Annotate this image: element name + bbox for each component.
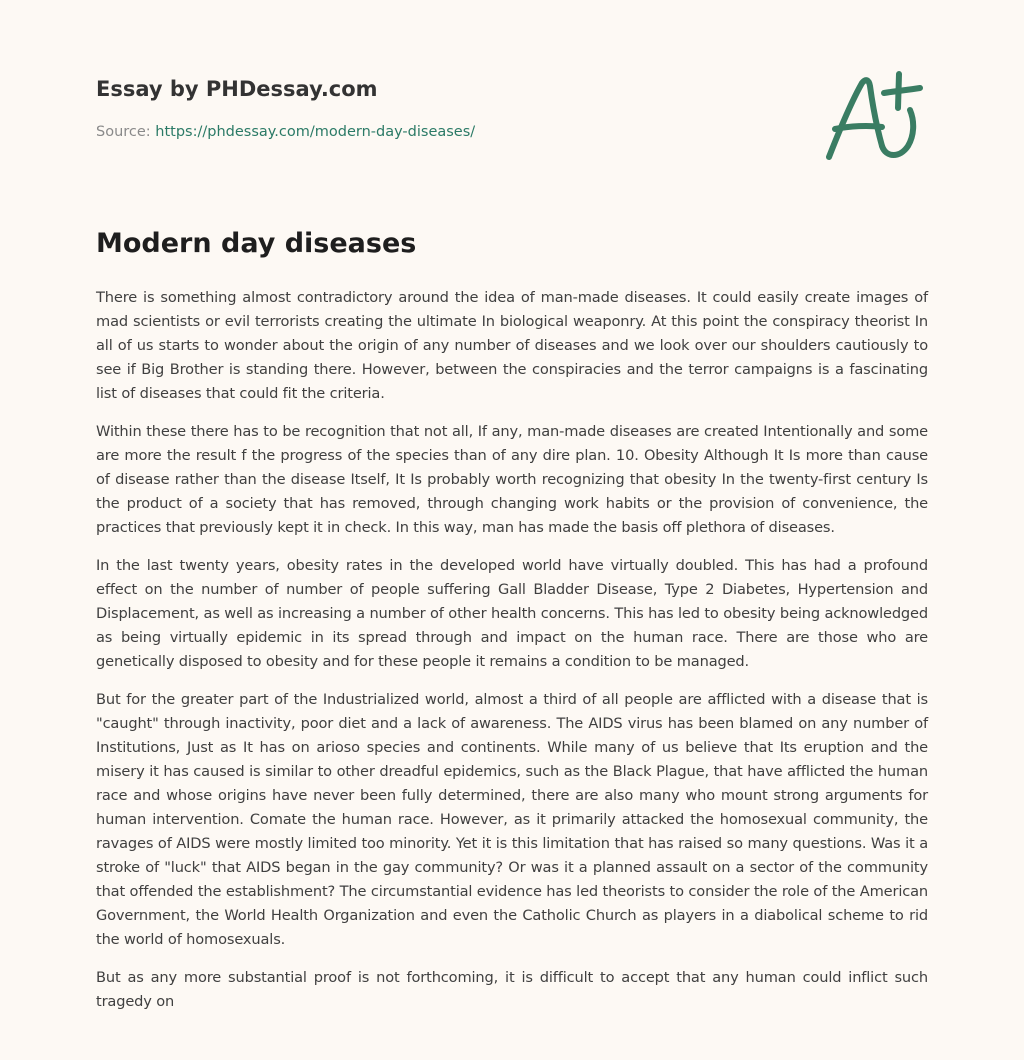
source-line	[96, 122, 796, 142]
site-title: Essay by PHDessay.com	[96, 77, 378, 101]
essay-paragraph: Within these there has to be recognition that not all, If any, man-made diseases are created Intentionally and some are more the result f the progress of the species than of any dire plan. 10. Obesity Although It Is more than cause of disease rather than the disease Itself, It Is probably worth recognizing that obesity In the twenty-first century Is the product of a society that has removed, through changing work habits or the provision of convenience, the practices that previously kept it in check. In this way, man has made the basis off plethora of diseases.	[96, 423, 928, 536]
source-link[interactable]: https://phdessay.com/modern-day-diseases/	[155, 124, 476, 140]
essay-paragraph: There is something almost contradictory around the idea of man-made diseases. It could easily create images of mad scientists or evil terrorists creating the ultimate In biological weaponry. At this point the conspiracy theorist In all of us starts to wonder about the origin of any number of diseases and we look over our shoulders cautiously to see if Big Brother is standing there. However, between the conspiracies and the terror campaigns is a fascinating list of diseases that could fit the criteria.	[96, 289, 928, 402]
essay-paragraph: But as any more substantial proof is not forthcoming, it is difficult to accept that any human could inflict such tragedy on	[96, 969, 928, 1010]
source-label: Source:	[96, 124, 156, 140]
a-plus-grade-icon	[820, 66, 930, 166]
essay-paragraph: In the last twenty years, obesity rates in the developed world have virtually doubled. This has had a profound effect on the number of number of people suffering Gall Bladder Disease, Type 2 Diabetes, Hypertension and Displacement, as well as increasing a number of other health concerns. This has led to obesity being acknowledged as being virtually epidemic in its spread through and impact on the human race. There are those who are genetically disposed to obesity and for these people it remains a condition to be managed.	[96, 557, 928, 670]
essay-body	[96, 286, 928, 1028]
essay-paragraph: But for the greater part of the Industrialized world, almost a third of all people are afflicted with a disease that is "caught" through inactivity, poor diet and a lack of awareness. The AIDS virus has been blamed on any number of Institutions, Just as It has on arioso species and continents. While many of us believe that Its eruption and the misery it has caused is similar to other dreadful epidemics, such as the Black Plague, that have afflicted the human race and whose origins have never been fully determined, there are also many who mount strong arguments for human intervention. Comate the human race. However, as it primarily attacked the homosexual community, the ravages of AIDS were mostly limited too minority. Yet it is this limitation that has raised so many questions. Was it a stroke of "luck" that AIDS began in the gay community? Or was it a planned assault on a sector of the community that offended the establishment? The circumstantial evidence has led theorists to consider the role of the American Government, the World Health Organization and even the Catholic Church as players in a diabolical scheme to rid the world of homosexuals.	[96, 691, 928, 948]
page-header	[96, 74, 796, 142]
essay-title: Modern day diseases	[96, 228, 417, 259]
